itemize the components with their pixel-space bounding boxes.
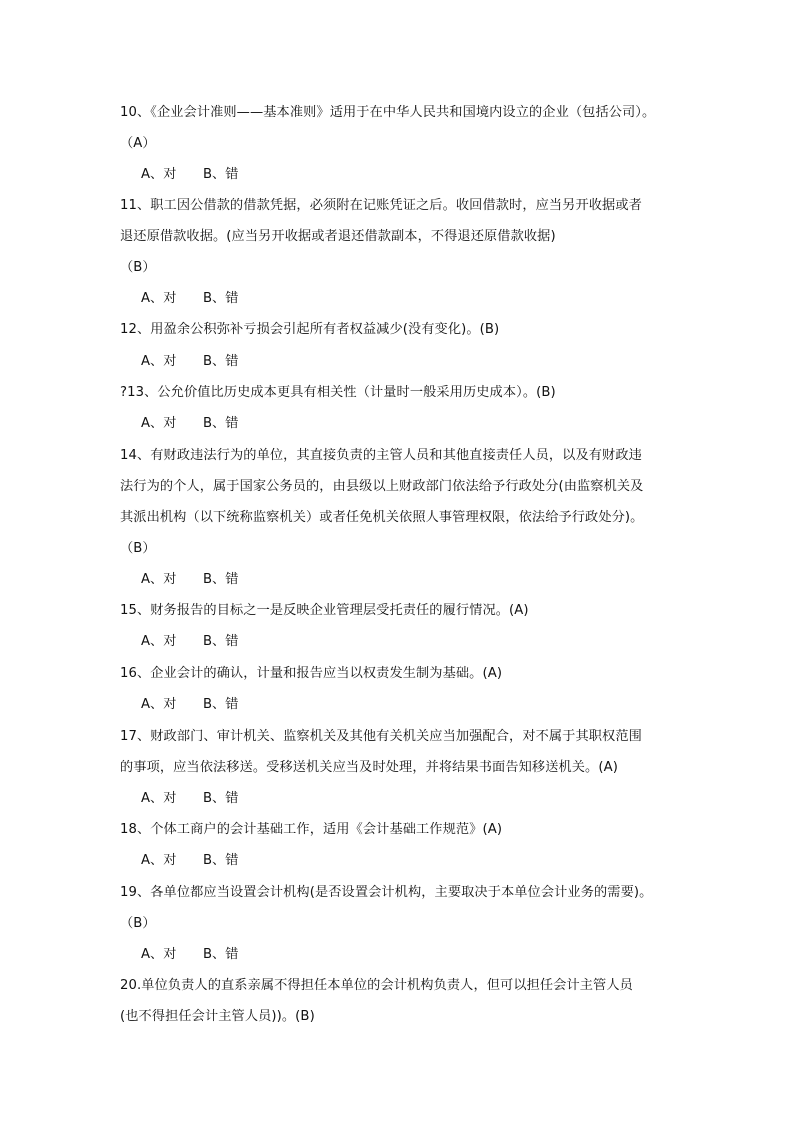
option-a: A、对 xyxy=(141,291,177,306)
question-10-options xyxy=(141,166,238,184)
question-17-options xyxy=(141,790,238,808)
question-19-options xyxy=(141,946,238,964)
option-a: A、对 xyxy=(141,634,177,649)
option-b: B、错 xyxy=(203,791,239,806)
question-20-line-2: (也不得担任会计主管人员))。(B) xyxy=(120,1009,315,1024)
option-b: B、错 xyxy=(203,572,239,587)
option-a: A、对 xyxy=(141,354,177,369)
option-a: A、对 xyxy=(141,853,177,868)
option-b: B、错 xyxy=(203,291,239,306)
question-15-line-1: 15、财务报告的目标之一是反映企业管理层受托责任的履行情况。(A) xyxy=(120,603,529,618)
question-11-line-3: （B） xyxy=(120,260,156,275)
question-13-options xyxy=(141,415,238,433)
question-10-line-2: （A） xyxy=(120,136,156,151)
option-b: B、错 xyxy=(203,634,239,649)
option-a: A、对 xyxy=(141,791,177,806)
option-b: B、错 xyxy=(203,697,239,712)
option-b: B、错 xyxy=(203,167,239,182)
question-12-options xyxy=(141,353,238,371)
question-12-line-1: 12、用盈余公积弥补亏损会引起所有者权益减少(没有变化)。(B) xyxy=(120,322,500,337)
question-17-line-2: 的事项，应当依法移送。受移送机关应当及时处理，并将结果书面告知移送机关。(A) xyxy=(120,760,618,775)
option-a: A、对 xyxy=(141,167,177,182)
option-b: B、错 xyxy=(203,354,239,369)
question-14-line-4: （B） xyxy=(120,541,156,556)
option-b: B、错 xyxy=(203,416,239,431)
question-18-line-1: 18、个体工商户的会计基础工作，适用《会计基础工作规范》(A) xyxy=(120,822,503,837)
question-14-options xyxy=(141,571,238,589)
option-b: B、错 xyxy=(203,947,239,962)
question-19-line-2: （B） xyxy=(120,916,156,931)
question-16-options xyxy=(141,696,238,714)
option-a: A、对 xyxy=(141,572,177,587)
question-11-line-2: 退还原借款收据。(应当另开收据或者退还借款副本，不得退还原借款收据) xyxy=(120,229,556,244)
question-18-options xyxy=(141,852,238,870)
question-19-line-1: 19、各单位都应当设置会计机构(是否设置会计机构，主要取决于本单位会计业务的需要)。 xyxy=(120,885,653,900)
option-a: A、对 xyxy=(141,697,177,712)
question-14-line-2: 法行为的个人，属于国家公务员的，由县级以上财政部门依法给予行政处分(由监察机关及 xyxy=(120,479,644,494)
option-b: B、错 xyxy=(203,853,239,868)
question-17-line-1: 17、财政部门、审计机关、监察机关及其他有关机关应当加强配合，对不属于其职权范围 xyxy=(120,729,642,744)
question-11-options xyxy=(141,290,238,308)
question-13-line-1: ?13、公允价值比历史成本更具有相关性（计量时一般采用历史成本）。(B) xyxy=(120,385,556,400)
question-20-line-1: 20.单位负责人的直系亲属不得担任本单位的会计机构负责人，但可以担任会计主管人员 xyxy=(120,978,633,993)
option-a: A、对 xyxy=(141,416,177,431)
question-14-line-3: 其派出机构（以下统称监察机关）或者任免机关依照人事管理权限，依法给予行政处分)。 xyxy=(120,510,644,525)
question-14-line-1: 14、有财政违法行为的单位，其直接负责的主管人员和其他直接责任人员，以及有财政违 xyxy=(120,448,642,463)
question-11-line-1: 11、职工因公借款的借款凭据，必须附在记账凭证之后。收回借款时，应当另开收据或者 xyxy=(120,198,642,213)
question-15-options xyxy=(141,633,238,651)
question-10-line-1: 10、《企业会计准则——基本准则》适用于在中华人民共和国境内设立的企业（包括公司）。 xyxy=(120,105,656,120)
question-16-line-1: 16、企业会计的确认，计量和报告应当以权责发生制为基础。(A) xyxy=(120,666,503,681)
option-a: A、对 xyxy=(141,947,177,962)
